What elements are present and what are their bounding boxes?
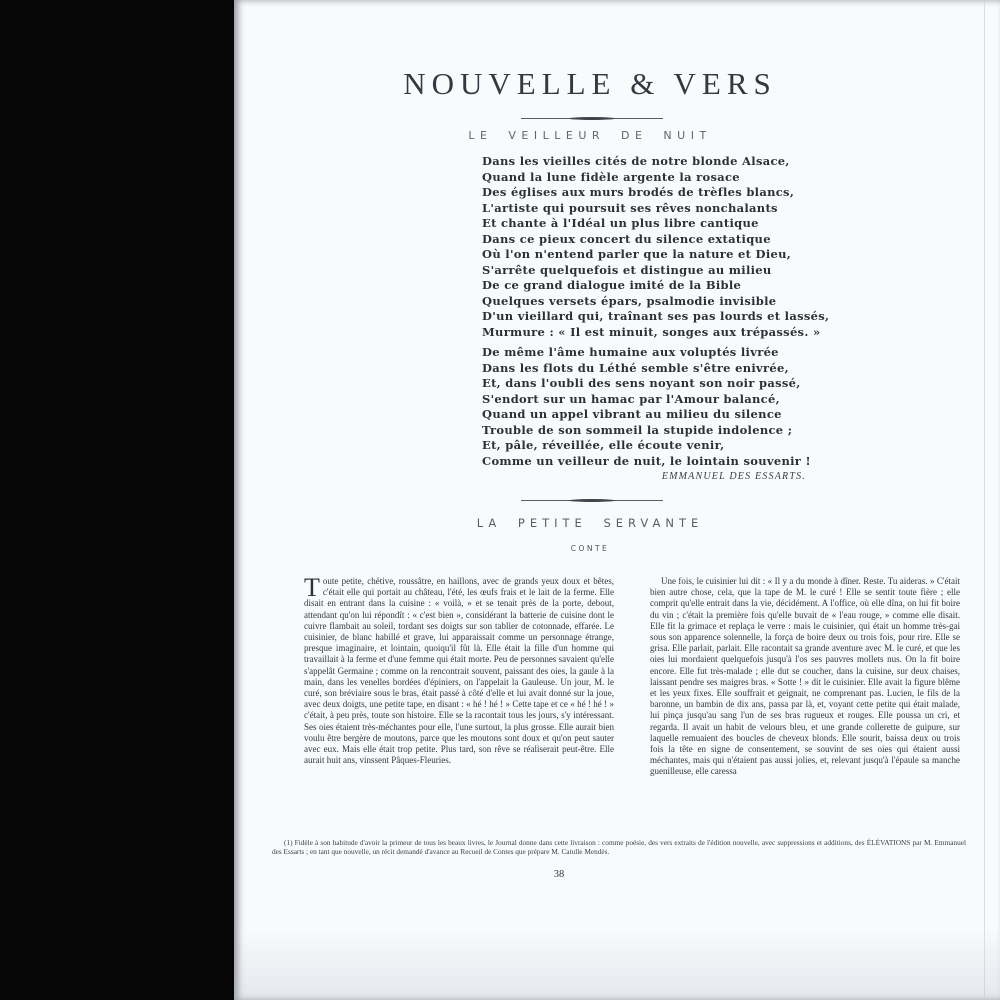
poem-line: Quand la lune fidèle argente la rosace [482,169,740,184]
poem-line: Et, pâle, réveillée, elle écoute venir, [482,438,725,452]
poem-line: Dans les flots du Léthé semble s'être enivrée, [482,360,789,375]
story-heading: LA PETITE SERVANTE [476,516,704,530]
poem-line: Murmure : « Il est minuit, songes aux trépassés. » [482,324,821,339]
poem-line: S'arrête quelquefois et distingue au milieu [482,262,772,277]
story-left-column [304,573,614,778]
story-subheading: CONTE [570,544,610,553]
story-columns [304,573,960,778]
poem-heading: LE VEILLEUR DE NUIT [468,129,712,142]
author-signature: EMMANUEL DES ESSARTS. [661,471,806,482]
story-right-paragraph: Une fois, le cuisinier lui dit : « Il y a du monde à dîner. Reste. Tu aideras. » C'était bien autre chose, cela, que la tape de M. le curé ! Elle se sentit toute fière ; elle comprit qu'elle entrait dans la vie, décidément. A l'office, où elle dîna, on lui fit boire du vin ; c'était la première fois qu'elle buvait de « l'eau rouge, » comme elle disait. Elle fit la grimace et replaça le verre : mais le cuisinier, qui était un homme très-gai sous son apparence solennelle, la força de boire deux ou trois fois, pour rire. Elle se grisa. Elle parlait, parlait. Elle racontait sa grande aventure avec M. le curé, et que les oies lui mordaient quelquefois jusqu'à l'os ses pauvres mollets nus. On la fit boire encore. Elle fut très-malade ; elle dut se coucher, dans la cuisine, sur deux chaises, laissant pendre ses maigres bras. « Sotte ! » dit le cuisinier. Elle avait la figure blême et les yeux fixes. Elle souffrait et geignait, ne comprenant pas. Lucien, le fils de la baronne, un bambin de dix ans, passa par là, et, voyant cette petite qui était malade, lui pinça jusqu'au sang l'un de ses bras rugueux et rouges. Elle poussa un cri, et regarda. Il avait un habit de velours bleu, et une grande collerette de guipure, sur laquelle remuaient des boucles de cheveux blonds. Elle sourit, baissa deux ou trois fois la tête en signe de consentement, se souvint de ses oies qui étaient aussi méchantes, mais qui n'étaient pas aussi jolies, et, relevant jusqu'à l'épaule sa manche guenilleuse, elle caressa [650,576,960,777]
poem-line: De même l'âme humaine aux voluptés livrée [482,345,779,359]
poem-line: Où l'on n'entend parler que la nature et Dieu, [482,247,792,261]
poem-line: Des églises aux murs brodés de trèfles blancs, [482,185,795,199]
story-left-text: oute petite, chétive, roussâtre, en haillons, avec de grands yeux doux et bêtes, c'était elle qui portait au château, l'été, les œufs frais et le lait de la ferme. Elle disait en entrant dans la cuisine : « voilà, » et se tenait près de la porte, debout, attendant qu'on lui répondît : « c'est bien », considérant la batterie de cuisine dont le cuivre flambait au soleil, tordant ses doigts sur son tablier de cotonnade, effarée. Le cuisinier, de blanc habillé et grave, lui apparaissait comme un personnage étrange, presque imaginaire, et lointain, quoiqu'il fût là. Elle était la fille d'un homme qui travaillait à la ferme et d'une femme qui était morte. Peu de personnes savaient qu'elle s'appelât Germaine ; comme on la rencontrait souvent, paissant des oies, la gaule à la main, dans les venelles bordées d'épiniers, on l'appelait la Gauleuse. Un jour, M. le curé, son bréviaire sous le bras, était passé à côté d'elle et lui avait donné sur la joue, avec deux doigts, une petite tape, en disant : « hé ! hé ! » Cette tape et ce « hé ! hé ! » c'était, à peu près, toute son histoire. Elle se la racontait tous les jours, s'y intéressant. Ses oies étaient très-méchantes pour elle, l'une surtout, la plus grosse. Elle aurait bien voulu être bergère de moutons, parce que les moutons sont doux et qu'on peut sauter avec eux. Mais elle était trop petite. Plus tard, son rêve se réaliserait peut-être. Elle aurait huit ans, vinssent Pâques-Fleuries. [304,576,614,766]
paper-sheet [234,0,1000,1000]
poem-line: Quelques versets épars, psalmodie invisible [482,293,777,308]
poem-line: Et chante à l'Idéal un plus libre cantique [482,216,759,230]
page-title: NOUVELLE & VERS [403,66,777,101]
footnote: (1) Fidèle à son habitude d'avoir la primeur de tous les beaux livres, le Journal donne dans cette livraison : comme poésie, des vers extraits de l'édition nouvelle, avec suppressions et additions, des ÉLÉVATIONS par M. Emmanuel des Essarts ; en tant que nouvelle, un récit demandé d'avance au Recueil de Contes que prépare M. Catulle Mendès. [272,838,966,857]
poem-line: Dans les vieilles cités de notre blonde Alsace, [482,154,790,168]
poem-line: De ce grand dialogue imité de la Bible [482,278,742,292]
page-number: 38 [553,869,565,880]
poem-line: L'artiste qui poursuit ses rêves nonchalants [482,200,778,215]
page-edge-line [984,0,985,1000]
poem-line: Quand un appel vibrant au milieu du silence [482,407,782,421]
poem-line: Dans ce pieux concert du silence extatique [482,231,771,246]
story-right-column [650,576,960,778]
drop-cap: T [304,573,320,602]
poem-line: Comme un veilleur de nuit, le lointain souvenir ! [482,453,811,468]
poem-body [482,154,829,469]
story-left-paragraph [304,573,614,766]
ornament-rule-top [521,117,663,120]
poem-line: S'endort sur un hamac par l'Amour balancé, [482,391,780,406]
poem-line: D'un vieillard qui, traînant ses pas lourds et lassés, [482,309,830,323]
poem-line: Trouble de son sommeil la stupide indolence ; [482,422,793,437]
ornament-rule-middle [521,499,663,502]
poem-line: Et, dans l'oubli des sens noyant son noir passé, [482,376,801,390]
